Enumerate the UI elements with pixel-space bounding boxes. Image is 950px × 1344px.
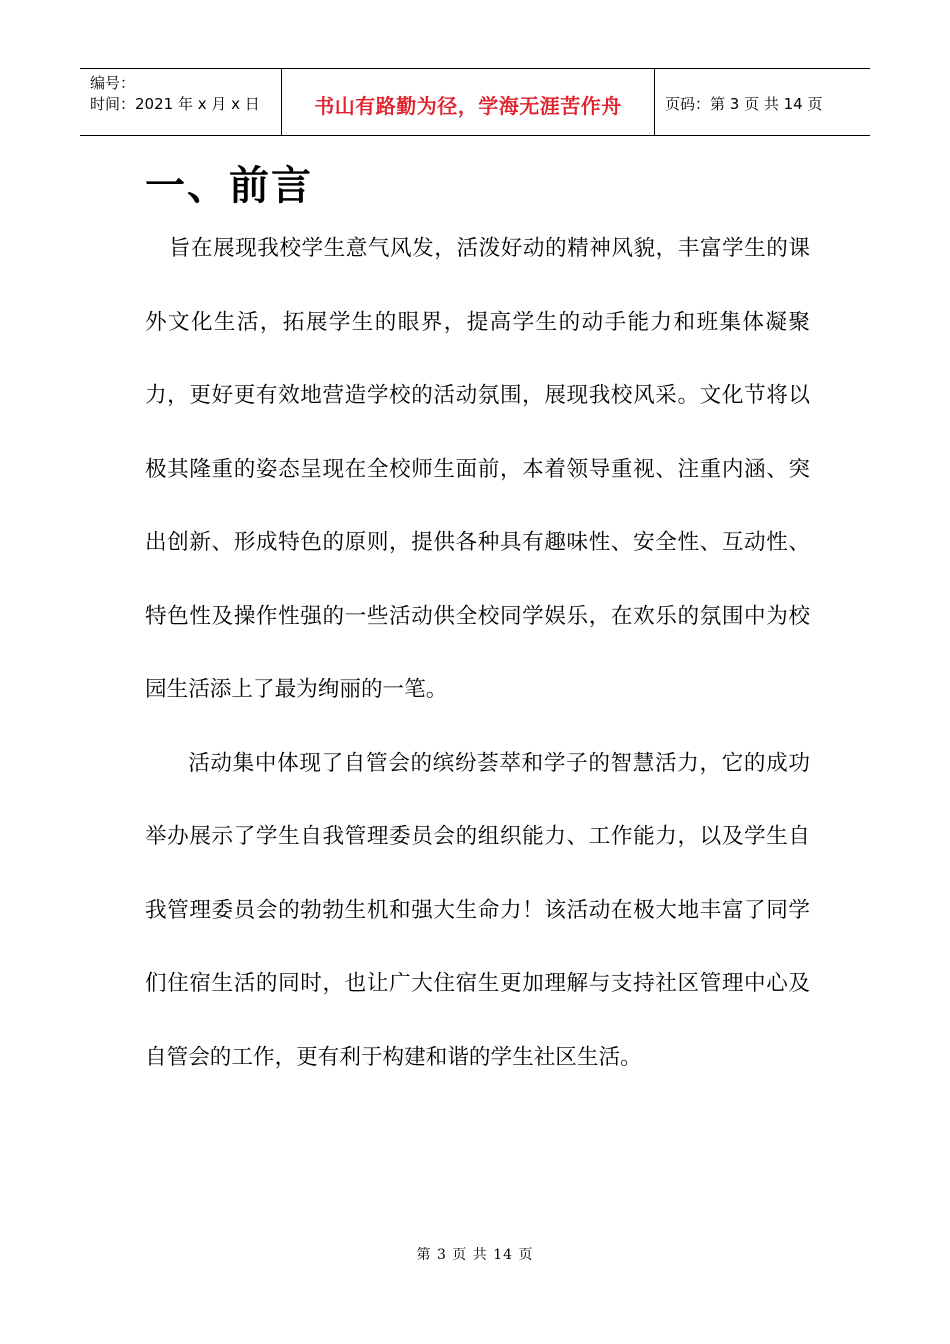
- header-meta-cell: [80, 69, 282, 135]
- document-header: [80, 68, 870, 136]
- header-page-info: 页码：第 3 页 共 14 页: [665, 94, 823, 113]
- document-date-label: 时间：2021 年 x 月 x 日: [90, 95, 260, 113]
- page-footer: 第 3 页 共 14 页: [416, 1247, 534, 1263]
- document-number-label: 编号：: [90, 74, 136, 92]
- section-title: 一、前言: [145, 163, 313, 209]
- header-motto: 书山有路勤为径，学海无涯苦作舟: [282, 69, 655, 135]
- paragraph: 旨在展现我校学生意气风发，活泼好动的精神风貌，丰富学生的课外文化生活，拓展学生的眼界，提高学生的动手能力和班集体凝聚力，更好更有效地营造学校的活动氛围，展现我校风采。文化节将以极其隆重的姿态呈现在全校师生面前，本着领导重视、注重内涵、突出创新、形成特色的原则，提供各种具有趣味性、安全性、互动性、特色性及操作性强的一些活动供全校同学娱乐，在欢乐的氛围中为校园生活添上了最为绚丽的一笔。: [145, 236, 810, 702]
- paragraph: 活动集中体现了自管会的缤纷荟萃和学子的智慧活力，它的成功举办展示了学生自我管理委员会的组织能力、工作能力，以及学生自我管理委员会的勃勃生机和强大生命力！该活动在极大地丰富了同学们住宿生活的同时，也让广大住宿生更加理解与支持社区管理中心及自管会的工作，更有利于构建和谐的学生社区生活。: [145, 750, 810, 1070]
- section-body: [145, 212, 810, 1094]
